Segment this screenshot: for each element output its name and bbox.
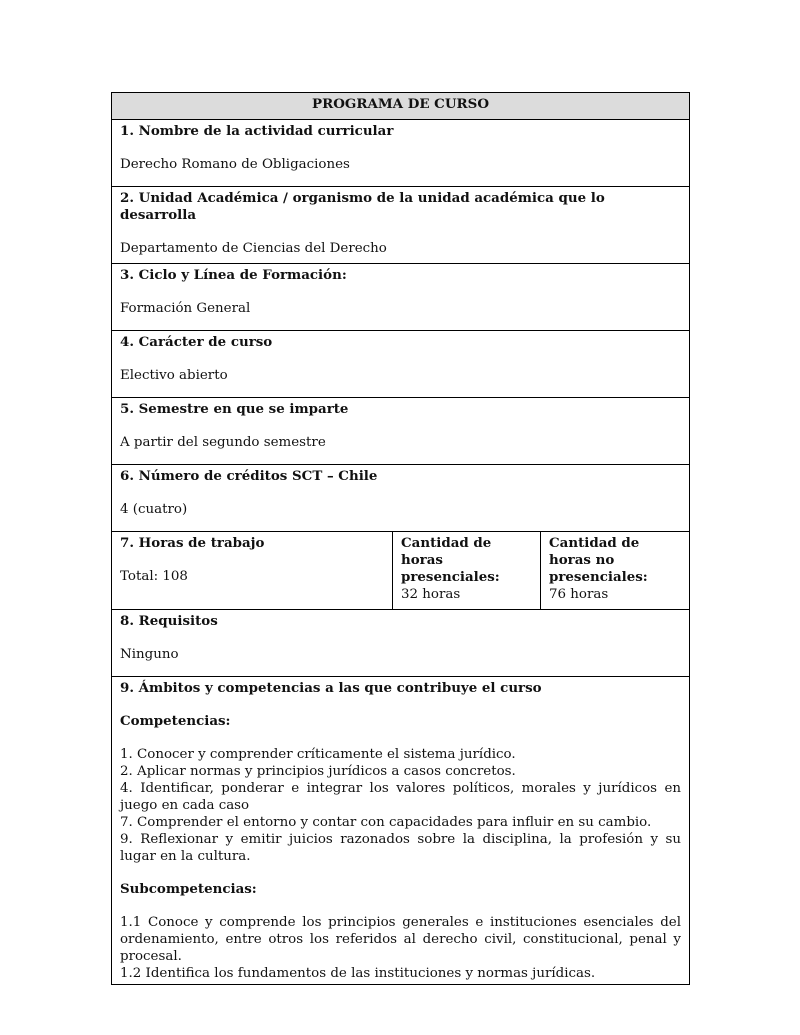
list-item: 4. Identificar, ponderar e integrar los valores políticos, morales y jurídicos en juego en cada caso [120,781,681,813]
subcompetencias-title: Subcompetencias: [120,881,257,897]
section-value: A partir del segundo semestre [120,435,326,450]
competencias-title: Competencias: [120,713,231,729]
presencial-hours-cell [393,532,541,610]
section-value: Ninguno [120,647,179,662]
section-label: 9. Ámbitos y competencias a las que contribuye el curso [120,680,542,696]
section-label: 5. Semestre en que se imparte [120,401,349,417]
section-course-character [112,331,690,398]
list-item: 1.2 Identifica los fundamentos de las instituciones y normas jurídicas. [120,966,596,981]
section-value: Formación General [120,301,251,316]
section-competencies [112,677,690,985]
section-value: 4 (cuatro) [120,502,188,517]
section-value: Departamento de Ciencias del Derecho [120,241,387,256]
section-cycle-line [112,264,690,331]
list-item: 9. Reflexionar y emitir juicios razonados sobre la disciplina, la profesión y su lugar en la cultura. [120,832,681,864]
section-credits [112,465,690,532]
competencias-list [120,746,681,865]
presencial-hours-label: Cantidad de horas presenciales: [401,535,500,585]
section-label: 6. Número de créditos SCT – Chile [120,468,378,484]
non-presencial-hours-value: 76 horas [549,587,609,602]
non-presencial-hours-label: Cantidad de horas no presenciales: [549,535,648,585]
section-label: 1. Nombre de la actividad curricular [120,123,394,139]
section-value: Electivo abierto [120,368,228,383]
section-activity-name [112,120,690,187]
list-item: 7. Comprender el entorno y contar con capacidades para influir en su cambio. [120,815,652,830]
course-program-table [111,92,690,985]
list-item: 2. Aplicar normas y principios jurídicos a casos concretos. [120,764,516,779]
section-label: 7. Horas de trabajo [120,535,265,551]
page-title: PROGRAMA DE CURSO [112,93,690,120]
section-semester [112,398,690,465]
list-item: 1. Conocer y comprender críticamente el sistema jurídico. [120,747,516,762]
section-work-hours [112,532,393,610]
non-presencial-hours-cell [541,532,690,610]
section-label: 2. Unidad Académica / organismo de la unidad académica que lo desarrolla [120,190,605,223]
subcompetencias-list [120,914,681,982]
total-hours: Total: 108 [120,569,188,584]
section-requirements [112,610,690,677]
section-label: 8. Requisitos [120,613,218,629]
section-label: 3. Ciclo y Línea de Formación: [120,267,347,283]
presencial-hours-value: 32 horas [401,587,461,602]
section-academic-unit [112,187,690,264]
section-value: Derecho Romano de Obligaciones [120,157,350,172]
section-label: 4. Carácter de curso [120,334,273,350]
list-item: 1.1 Conoce y comprende los principios generales e instituciones esenciales del ordenamiento, entre otros los referidos al derecho civil, constitucional, penal y procesal. [120,915,681,964]
